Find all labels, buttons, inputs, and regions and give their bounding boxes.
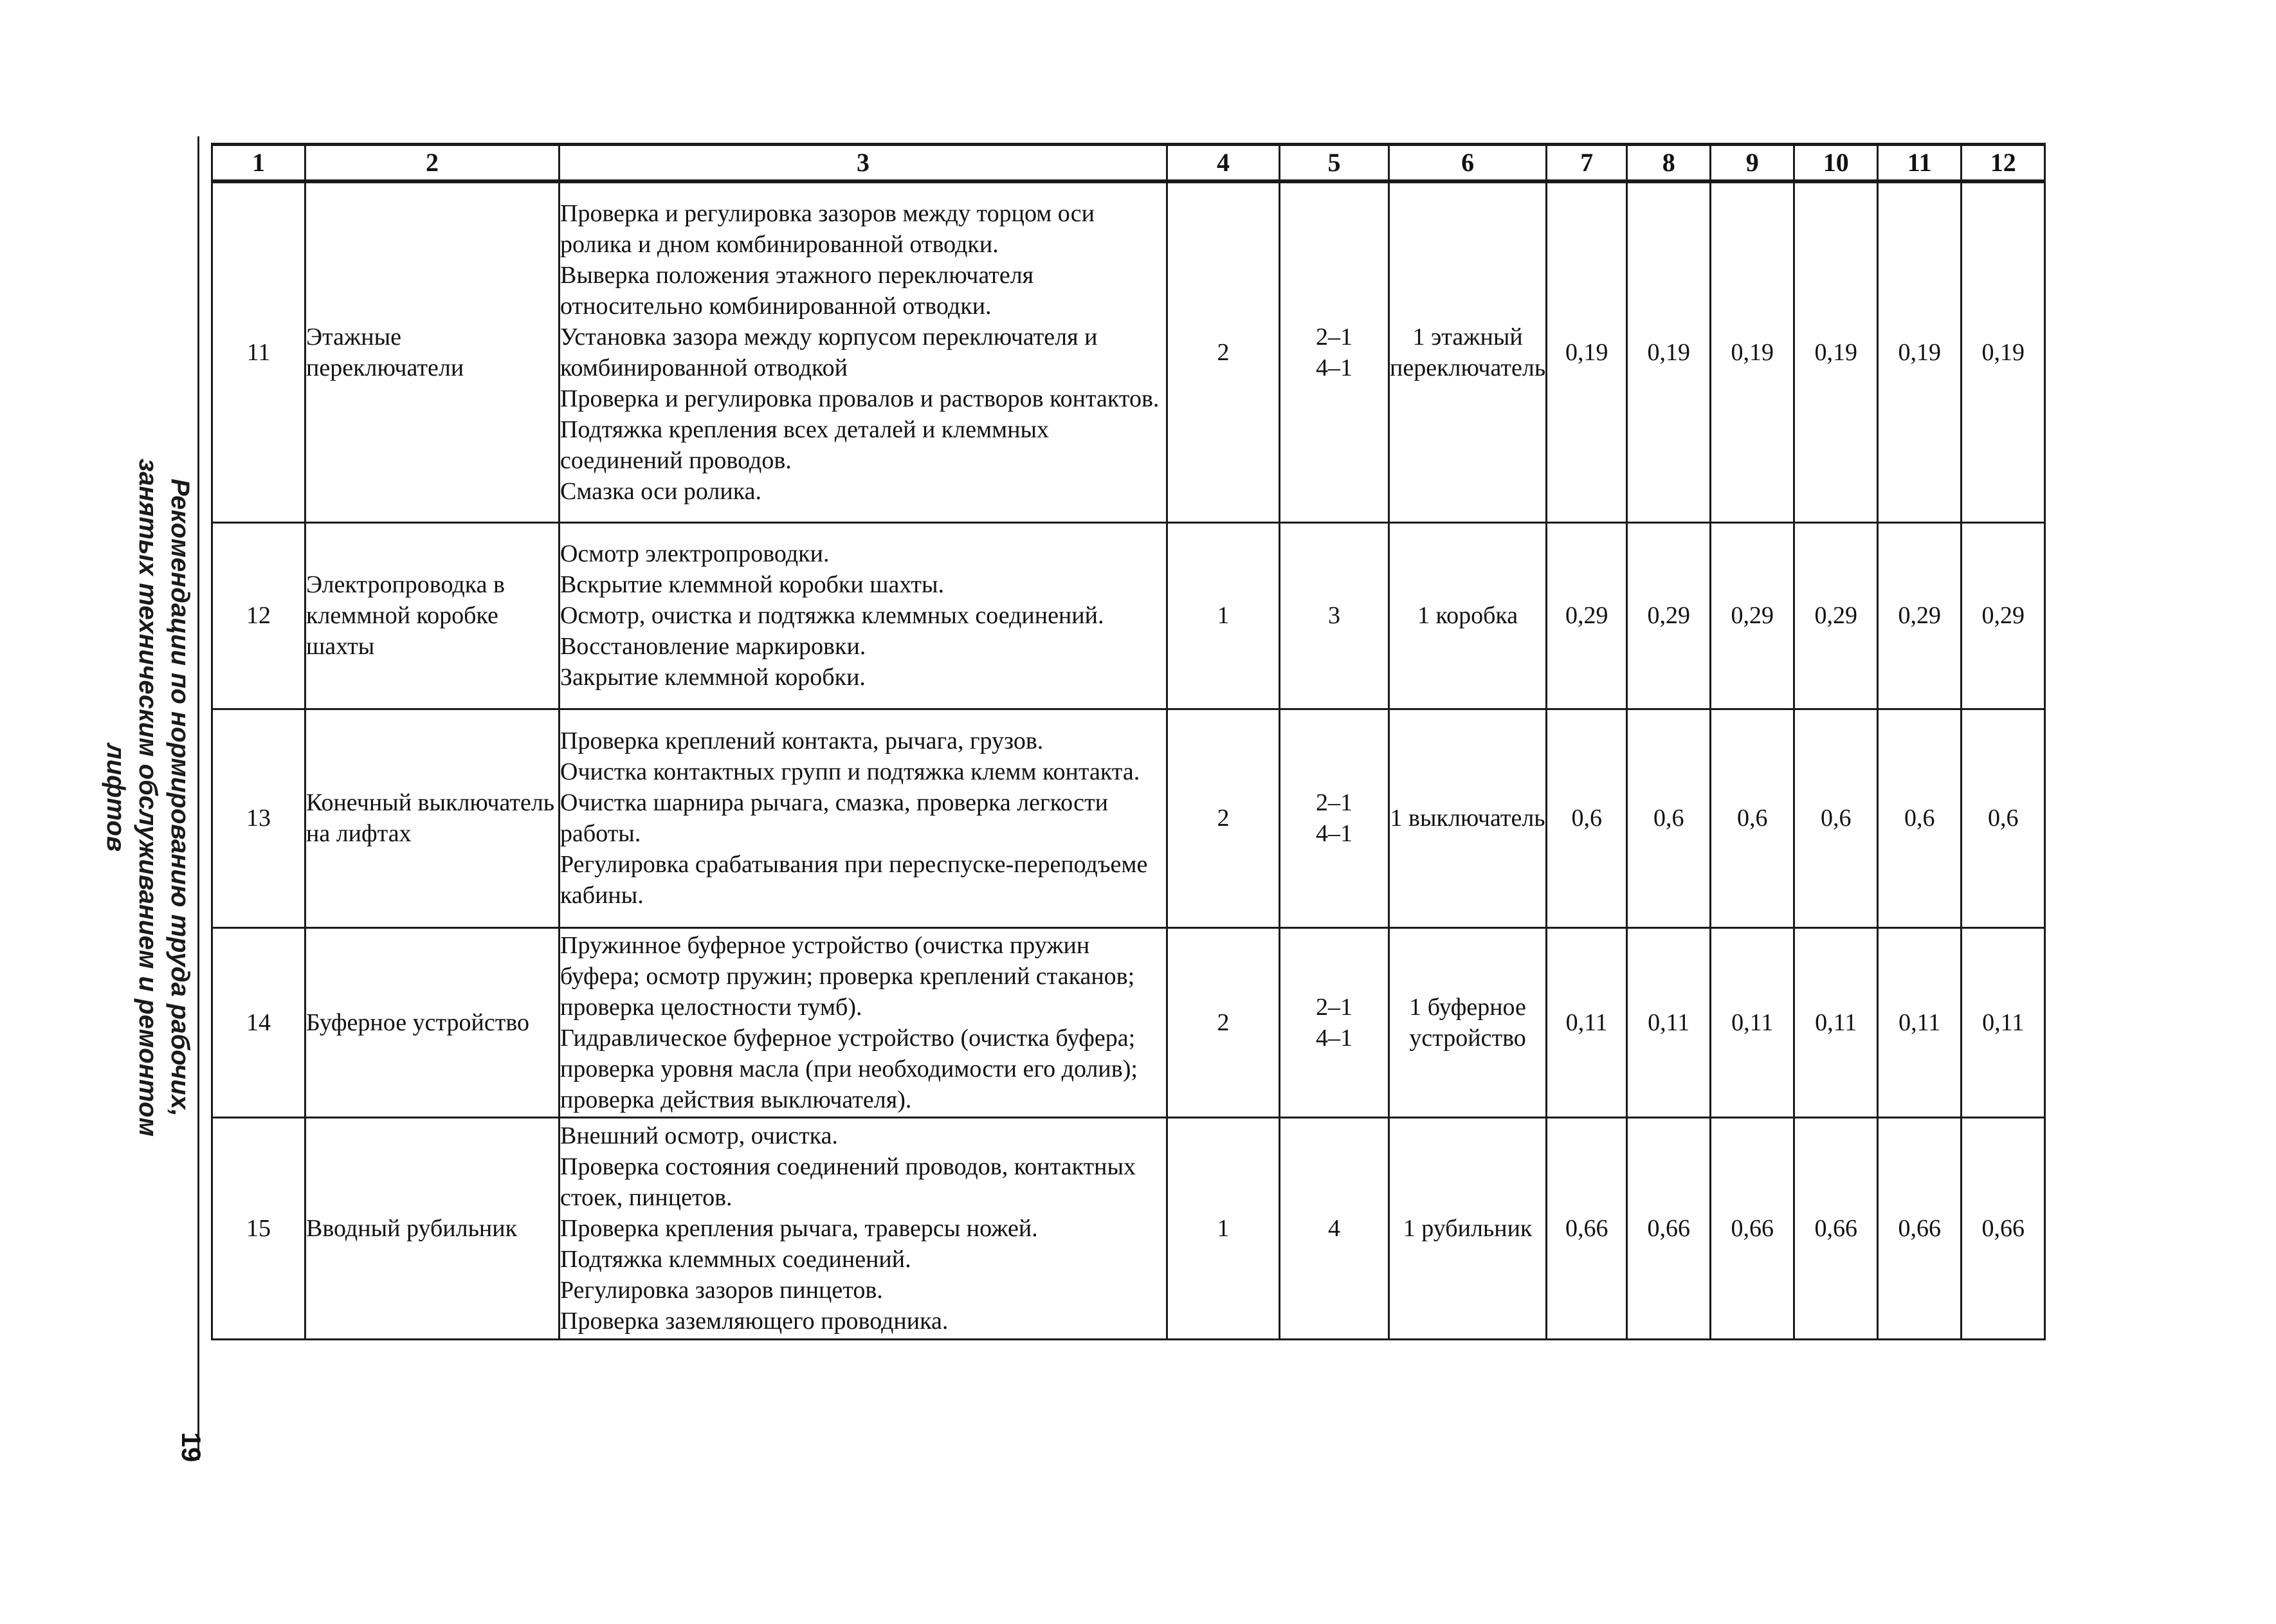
norm-value-11: 0,11 bbox=[1878, 927, 1962, 1117]
norm-value-9: 0,19 bbox=[1711, 181, 1794, 522]
row-number: 14 bbox=[212, 927, 305, 1117]
norm-value-10: 0,19 bbox=[1794, 181, 1878, 522]
row-number: 13 bbox=[212, 709, 305, 927]
norm-value-9: 0,6 bbox=[1711, 709, 1794, 927]
norm-value-8: 0,19 bbox=[1627, 181, 1711, 522]
work-item: Вскрытие клеммной коробки шахты. bbox=[560, 571, 945, 598]
work-list bbox=[560, 181, 1167, 522]
column-5-line: 3 bbox=[1328, 602, 1340, 629]
column-header-10: 10 bbox=[1794, 145, 1878, 182]
equipment-name: Этажные переключатели bbox=[305, 181, 560, 522]
norm-value-11: 0,6 bbox=[1878, 709, 1962, 927]
table-row bbox=[212, 927, 2045, 1117]
work-item: Проверка крепления рычага, траверсы ножей. bbox=[560, 1214, 1038, 1242]
norm-value-12: 0,29 bbox=[1962, 522, 2045, 709]
work-list bbox=[560, 1117, 1167, 1339]
column-header-6: 6 bbox=[1389, 145, 1547, 182]
column-5-value bbox=[1280, 1117, 1389, 1339]
norm-value-10: 0,66 bbox=[1794, 1117, 1878, 1339]
table-row bbox=[212, 181, 2045, 522]
norm-value-9: 0,11 bbox=[1711, 927, 1794, 1117]
work-item: Восстановление маркировки. bbox=[560, 633, 866, 660]
column-5-line: 2–1 bbox=[1316, 323, 1352, 351]
unit-of-measure: 1 этажный переключатель bbox=[1389, 181, 1547, 522]
work-item: Закрытие клеммной коробки. bbox=[560, 664, 866, 691]
work-item: Очистка шарнира рычага, смазка, проверка легкости работы. bbox=[560, 789, 1108, 847]
work-list bbox=[560, 927, 1167, 1117]
work-item: Гидравлическое буферное устройство (очистка буфера; проверка уровня масла (при необходимости его долив); проверка действия выключателя). bbox=[560, 1024, 1138, 1113]
column-4-value: 2 bbox=[1167, 709, 1280, 927]
work-item: Осмотр электропроводки. bbox=[560, 540, 830, 567]
norm-value-8: 0,11 bbox=[1627, 927, 1711, 1117]
column-4-value: 1 bbox=[1167, 1117, 1280, 1339]
column-5-value bbox=[1280, 927, 1389, 1117]
norm-value-8: 0,29 bbox=[1627, 522, 1711, 709]
row-number: 11 bbox=[212, 181, 305, 522]
column-header-2: 2 bbox=[305, 145, 560, 182]
work-item: Очистка контактных групп и подтяжка клемм контакта. bbox=[560, 758, 1140, 785]
column-5-value bbox=[1280, 709, 1389, 927]
norm-value-9: 0,29 bbox=[1711, 522, 1794, 709]
column-header-9: 9 bbox=[1711, 145, 1794, 182]
norms-table bbox=[211, 143, 2046, 1340]
norm-value-7: 0,19 bbox=[1547, 181, 1627, 522]
column-5-line: 2–1 bbox=[1316, 993, 1352, 1021]
equipment-name: Электропроводка в клеммной коробке шахты bbox=[305, 522, 560, 709]
equipment-name: Вводный рубильник bbox=[305, 1117, 560, 1339]
norm-value-10: 0,6 bbox=[1794, 709, 1878, 927]
norm-value-11: 0,66 bbox=[1878, 1117, 1962, 1339]
equipment-name: Конечный выключатель на лифтах bbox=[305, 709, 560, 927]
work-item: Проверка заземляющего проводника. bbox=[560, 1307, 949, 1335]
unit-of-measure: 1 рубильник bbox=[1389, 1117, 1547, 1339]
norm-value-8: 0,66 bbox=[1627, 1117, 1711, 1339]
column-5-line: 4–1 bbox=[1316, 820, 1352, 847]
column-header-11: 11 bbox=[1878, 145, 1962, 182]
work-item: Проверка креплений контакта, рычага, грузов. bbox=[560, 727, 1044, 754]
side-title-line-1: Рекомендации по нормированию труда рабочих, bbox=[166, 479, 194, 1117]
work-item: Смазка оси ролика. bbox=[560, 477, 761, 505]
column-5-value bbox=[1280, 181, 1389, 522]
column-header-12: 12 bbox=[1962, 145, 2045, 182]
work-list bbox=[560, 709, 1167, 927]
column-4-value: 2 bbox=[1167, 181, 1280, 522]
work-item: Подтяжка крепления всех деталей и клеммных соединений проводов. bbox=[560, 415, 1050, 474]
column-5-line: 4 bbox=[1328, 1214, 1340, 1242]
side-divider-rule bbox=[197, 136, 199, 1460]
side-title-line-2: занятых техническим обслуживанием и ремонтом лифтов bbox=[102, 458, 162, 1137]
unit-of-measure: 1 коробка bbox=[1389, 522, 1547, 709]
work-item: Пружинное буферное устройство (очистка пружин буфера; осмотр пружин; проверка креплений стаканов; проверка целостности тумб). bbox=[560, 931, 1135, 1021]
work-item: Регулировка срабатывания при переспуске-переподъеме кабины. bbox=[560, 851, 1148, 909]
norm-value-11: 0,19 bbox=[1878, 181, 1962, 522]
column-5-value bbox=[1280, 522, 1389, 709]
column-4-value: 2 bbox=[1167, 927, 1280, 1117]
norm-value-7: 0,66 bbox=[1547, 1117, 1627, 1339]
work-item: Осмотр, очистка и подтяжка клеммных соединений. bbox=[560, 602, 1104, 629]
work-item: Проверка состояния соединений проводов, контактных стоек, пинцетов. bbox=[560, 1153, 1136, 1211]
column-5-line: 4–1 bbox=[1316, 354, 1352, 381]
norm-value-8: 0,6 bbox=[1627, 709, 1711, 927]
column-5-line: 2–1 bbox=[1316, 789, 1352, 816]
column-5-line: 4–1 bbox=[1316, 1024, 1352, 1052]
column-header-8: 8 bbox=[1627, 145, 1711, 182]
column-header-7: 7 bbox=[1547, 145, 1627, 182]
side-running-title bbox=[102, 444, 196, 1151]
unit-of-measure: 1 выключатель bbox=[1389, 709, 1547, 927]
column-4-value: 1 bbox=[1167, 522, 1280, 709]
work-item: Проверка и регулировка провалов и растворов контактов. bbox=[560, 385, 1160, 412]
work-item: Внешний осмотр, очистка. bbox=[560, 1122, 838, 1149]
table-row bbox=[212, 1117, 2045, 1339]
row-number: 12 bbox=[212, 522, 305, 709]
norm-value-9: 0,66 bbox=[1711, 1117, 1794, 1339]
norm-value-7: 0,11 bbox=[1547, 927, 1627, 1117]
column-header-1: 1 bbox=[212, 145, 305, 182]
page-number: 19 bbox=[176, 1432, 206, 1463]
table-header-row bbox=[212, 145, 2045, 182]
norm-value-11: 0,29 bbox=[1878, 522, 1962, 709]
norm-value-7: 0,29 bbox=[1547, 522, 1627, 709]
work-item: Проверка и регулировка зазоров между торцом оси ролика и дном комбинированной отводки. bbox=[560, 199, 1095, 258]
unit-of-measure: 1 буферное устройство bbox=[1389, 927, 1547, 1117]
norm-value-10: 0,29 bbox=[1794, 522, 1878, 709]
row-number: 15 bbox=[212, 1117, 305, 1339]
norm-value-12: 0,6 bbox=[1962, 709, 2045, 927]
norm-value-12: 0,19 bbox=[1962, 181, 2045, 522]
work-item: Подтяжка клеммных соединений. bbox=[560, 1245, 911, 1273]
work-item: Выверка положения этажного переключателя относительно комбинированной отводки. bbox=[560, 261, 1034, 320]
column-header-4: 4 bbox=[1167, 145, 1280, 182]
equipment-name: Буферное устройство bbox=[305, 927, 560, 1117]
norm-value-12: 0,11 bbox=[1962, 927, 2045, 1117]
norm-value-7: 0,6 bbox=[1547, 709, 1627, 927]
work-item: Регулировка зазоров пинцетов. bbox=[560, 1276, 883, 1304]
work-list bbox=[560, 522, 1167, 709]
work-item: Установка зазора между корпусом переключателя и комбинированной отводкой bbox=[560, 323, 1098, 381]
table-row bbox=[212, 522, 2045, 709]
norm-value-12: 0,66 bbox=[1962, 1117, 2045, 1339]
column-header-5: 5 bbox=[1280, 145, 1389, 182]
column-header-3: 3 bbox=[560, 145, 1167, 182]
table-row bbox=[212, 709, 2045, 927]
norm-value-10: 0,11 bbox=[1794, 927, 1878, 1117]
